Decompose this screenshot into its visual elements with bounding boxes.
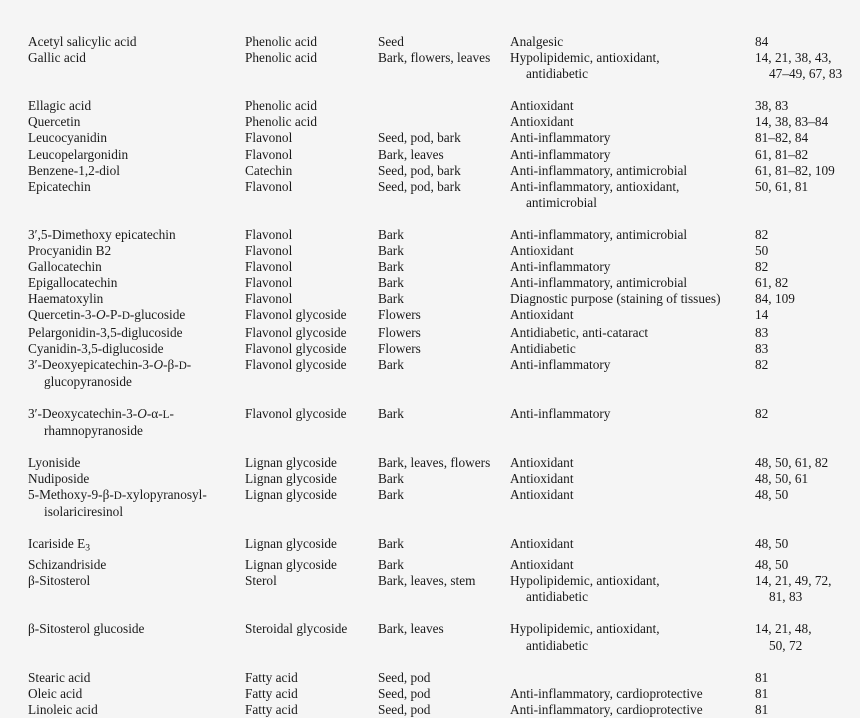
cell-class: Phenolic acid (245, 34, 318, 49)
cell-activity: Anti-inflammatory, antimicrobial (510, 226, 688, 242)
cell-compound: Epicatechin (28, 178, 91, 194)
cell-references: 50, 61, 81 (755, 178, 809, 194)
cell-activity: Anti-inflammatory (510, 405, 611, 421)
cell-plant-part: Flowers (378, 307, 421, 323)
cell-compound: 3′,5-Dimethoxy epicatechin (28, 226, 176, 242)
cell-plant-part: Bark, flowers, leaves (378, 50, 491, 66)
cell-class: Lignan glycoside (245, 455, 337, 471)
cell-activity: Analgesic (510, 34, 564, 49)
cell-references: 81–82, 84 (755, 130, 809, 146)
table-row (28, 34, 855, 50)
cell-references: 14, 21, 38, 43, 47–49, 67, 83 (755, 50, 843, 82)
cell-references: 83 (755, 324, 769, 340)
cell-activity: Antidiabetic (510, 340, 576, 356)
cell-plant-part: Bark (378, 275, 404, 291)
cell-plant-part (378, 82, 510, 114)
cell-class: Flavonol (245, 130, 293, 146)
cell-class: Flavonol glycoside (245, 324, 347, 340)
table-row (28, 307, 855, 324)
cell-references: 82 (755, 356, 769, 372)
table-row (28, 520, 855, 557)
cell-plant-part: Bark (378, 291, 404, 307)
cell-plant-part: Bark (378, 243, 404, 259)
table-row (28, 291, 855, 307)
cell-compound: Icariside $E_3$ (28, 536, 91, 555)
cell-references: 48, 50, 61 (755, 471, 809, 487)
cell-references: 50 (755, 243, 769, 259)
cell-class: Lignan glycoside (245, 487, 337, 503)
cell-references: 38, 83 (755, 98, 789, 114)
cell-compound: Quercetin-3-O-P-D-glucoside (28, 307, 186, 323)
cell-references: 14, 38, 83–84 (755, 114, 829, 130)
table-row (28, 211, 855, 243)
cell-class: Fatty acid (245, 685, 298, 701)
table-row (28, 357, 855, 390)
cell-activity: Diagnostic purpose (staining of tissues) (510, 291, 721, 307)
cell-compound: Epigallocatechin (28, 275, 118, 291)
cell-compound: 5-Methoxy-9-β-D-xylopyranosyl- isolariciresinol (28, 487, 207, 520)
cell-compound: Benzene-1,2-diol (28, 162, 120, 178)
table-row (28, 654, 855, 686)
cell-references: 14 (755, 307, 769, 323)
cell-plant-part: Bark (378, 259, 404, 275)
cell-class: Phenolic acid (245, 98, 318, 114)
cell-class: Sterol (245, 573, 277, 589)
cell-plant-part: Bark, leaves, flowers (378, 455, 491, 471)
table-row (28, 341, 855, 357)
cell-references: 84 (755, 34, 769, 49)
cell-activity: Antidiabetic, anti-cataract (510, 324, 649, 340)
cell-class: Flavonol glycoside (245, 356, 347, 372)
cell-activity: Hypolipidemic, antioxidant, antidiabetic (510, 621, 660, 653)
cell-activity: Antioxidant (510, 114, 574, 130)
cell-activity: Anti-inflammatory, antimicrobial (510, 162, 688, 178)
cell-references: 81 (755, 669, 769, 685)
cell-references: 81 (755, 701, 769, 717)
cell-class: Flavonol glycoside (245, 405, 347, 421)
cell-activity: Anti-inflammatory (510, 130, 611, 146)
cell-class: Lignan glycoside (245, 536, 337, 552)
cell-references: 14, 21, 49, 72, 81, 83 (755, 573, 832, 605)
cell-plant-part: Seed, pod, bark (378, 162, 461, 178)
cell-plant-part: Bark, leaves (378, 621, 444, 637)
cell-activity: Antioxidant (510, 487, 574, 503)
cell-plant-part: Bark (378, 226, 404, 242)
cell-compound: Oleic acid (28, 685, 83, 701)
cell-class: Flavonol (245, 178, 293, 194)
cell-activity: Antioxidant (510, 536, 574, 552)
cell-class: Flavonol glycoside (245, 340, 347, 356)
cell-class: Lignan glycoside (245, 557, 337, 573)
cell-class: Phenolic acid (245, 114, 318, 130)
cell-references: 48, 50 (755, 487, 789, 503)
cell-references: 48, 50 (755, 557, 789, 573)
cell-plant-part: Seed, pod (378, 669, 431, 685)
cell-references: 48, 50, 61, 82 (755, 455, 829, 471)
cell-class: Lignan glycoside (245, 471, 337, 487)
table-row (28, 390, 855, 439)
cell-activity: Hypolipidemic, antioxidant, antidiabetic (510, 573, 660, 605)
cell-compound: Lyoniside (28, 455, 81, 471)
cell-plant-part: Bark (378, 557, 404, 573)
cell-class: Fatty acid (245, 701, 298, 717)
cell-plant-part: Bark (378, 405, 404, 421)
cell-activity: Antioxidant (510, 98, 574, 114)
table-row (28, 471, 855, 487)
cell-activity (510, 654, 755, 686)
cell-compound: β-Sitosterol glucoside (28, 621, 145, 637)
cell-compound: Haematoxylin (28, 291, 104, 307)
table-row (28, 702, 855, 718)
cell-plant-part: Seed (378, 34, 404, 49)
cell-class: Flavonol (245, 259, 293, 275)
cell-compound: Stearic acid (28, 669, 91, 685)
cell-plant-part: Flowers (378, 340, 421, 356)
cell-references: 82 (755, 226, 769, 242)
cell-activity: Antioxidant (510, 307, 574, 323)
cell-class: Flavonol (245, 275, 293, 291)
cell-references: 82 (755, 259, 769, 275)
table-row (28, 147, 855, 163)
table-row (28, 573, 855, 605)
cell-class: Flavonol (245, 146, 293, 162)
cell-plant-part: Flowers (378, 324, 421, 340)
cell-compound: Schizandriside (28, 557, 107, 573)
cell-references: 82 (755, 405, 769, 421)
cell-class: Flavonol glycoside (245, 307, 347, 323)
cell-activity: Antioxidant (510, 455, 574, 471)
table-row (28, 557, 855, 573)
cell-activity: Anti-inflammatory, cardioprotective (510, 701, 703, 717)
cell-compound: Quercetin (28, 114, 81, 130)
cell-references: 14, 21, 48, 50, 72 (755, 621, 812, 653)
phytochemical-compound-table (28, 34, 855, 718)
table-row (28, 325, 855, 341)
cell-class: Flavonol (245, 226, 293, 242)
cell-references: 84, 109 (755, 291, 795, 307)
table-row (28, 243, 855, 259)
cell-plant-part: Bark, leaves (378, 146, 444, 162)
cell-activity: Antioxidant (510, 471, 574, 487)
cell-references: 83 (755, 340, 769, 356)
cell-references: 61, 81–82, 109 (755, 162, 835, 178)
cell-plant-part: Seed, pod, bark (378, 178, 461, 194)
table-row (28, 686, 855, 702)
cell-class: Steroidal glycoside (245, 621, 348, 637)
table-row (28, 487, 855, 520)
table-row (28, 130, 855, 146)
cell-activity: Hypolipidemic, antioxidant, antidiabetic (510, 50, 660, 82)
cell-compound: Gallic acid (28, 50, 86, 66)
cell-class: Phenolic acid (245, 50, 318, 66)
cell-compound: Pelargonidin-3,5-diglucoside (28, 324, 183, 340)
cell-class: Flavonol (245, 243, 293, 259)
cell-compound: Nudiposide (28, 471, 90, 487)
cell-activity: Anti-inflammatory (510, 259, 611, 275)
cell-references: 61, 81–82 (755, 146, 809, 162)
cell-compound: Leucopelargonidin (28, 146, 129, 162)
cell-compound: Leucocyanidin (28, 130, 108, 146)
cell-plant-part: Seed, pod, bark (378, 130, 461, 146)
table-row (28, 439, 855, 471)
cell-activity: Anti-inflammatory (510, 356, 611, 372)
cell-references: 48, 50 (755, 536, 789, 552)
cell-references: 61, 82 (755, 275, 789, 291)
cell-class: Flavonol (245, 291, 293, 307)
cell-activity: Antioxidant (510, 557, 574, 573)
table-row (28, 259, 855, 275)
table-row (28, 114, 855, 130)
cell-plant-part: Bark (378, 356, 404, 372)
cell-compound: β-Sitosterol (28, 573, 91, 589)
cell-plant-part: Bark (378, 536, 404, 552)
cell-activity: Antioxidant (510, 243, 574, 259)
cell-compound: 3′-Deoxyepicatechin-3-O-β-D- glucopyranoside (28, 356, 192, 389)
cell-compound: 3′-Deoxycatechin-3-O-α-L- rhamnopyranoside (28, 405, 174, 438)
cell-plant-part: Bark (378, 471, 404, 487)
cell-plant-part: Bark (378, 487, 404, 503)
cell-compound: Gallocatechin (28, 259, 102, 275)
table-row (28, 50, 855, 82)
cell-activity: Anti-inflammatory, antimicrobial (510, 275, 688, 291)
cell-activity: Anti-inflammatory, cardioprotective (510, 685, 703, 701)
table-row (28, 275, 855, 291)
table-body (28, 34, 855, 718)
cell-compound: Procyanidin B2 (28, 243, 112, 259)
cell-compound: Ellagic acid (28, 98, 92, 114)
cell-compound: Linoleic acid (28, 701, 98, 717)
table-row (28, 82, 855, 114)
cell-activity: Anti-inflammatory, antioxidant, antimicrobial (510, 178, 680, 210)
cell-plant-part: Bark, leaves, stem (378, 573, 476, 589)
table-row (28, 179, 855, 211)
cell-compound: Acetyl salicylic acid (28, 34, 137, 49)
table-row (28, 163, 855, 179)
cell-class: Fatty acid (245, 669, 298, 685)
cell-class: Catechin (245, 162, 293, 178)
cell-compound: Cyanidin-3,5-diglucoside (28, 340, 164, 356)
cell-plant-part: Seed, pod (378, 701, 431, 717)
cell-plant-part: Seed, pod (378, 685, 431, 701)
cell-activity: Anti-inflammatory (510, 146, 611, 162)
cell-plant-part (378, 114, 510, 130)
cell-references: 81 (755, 685, 769, 701)
table-row (28, 605, 855, 653)
